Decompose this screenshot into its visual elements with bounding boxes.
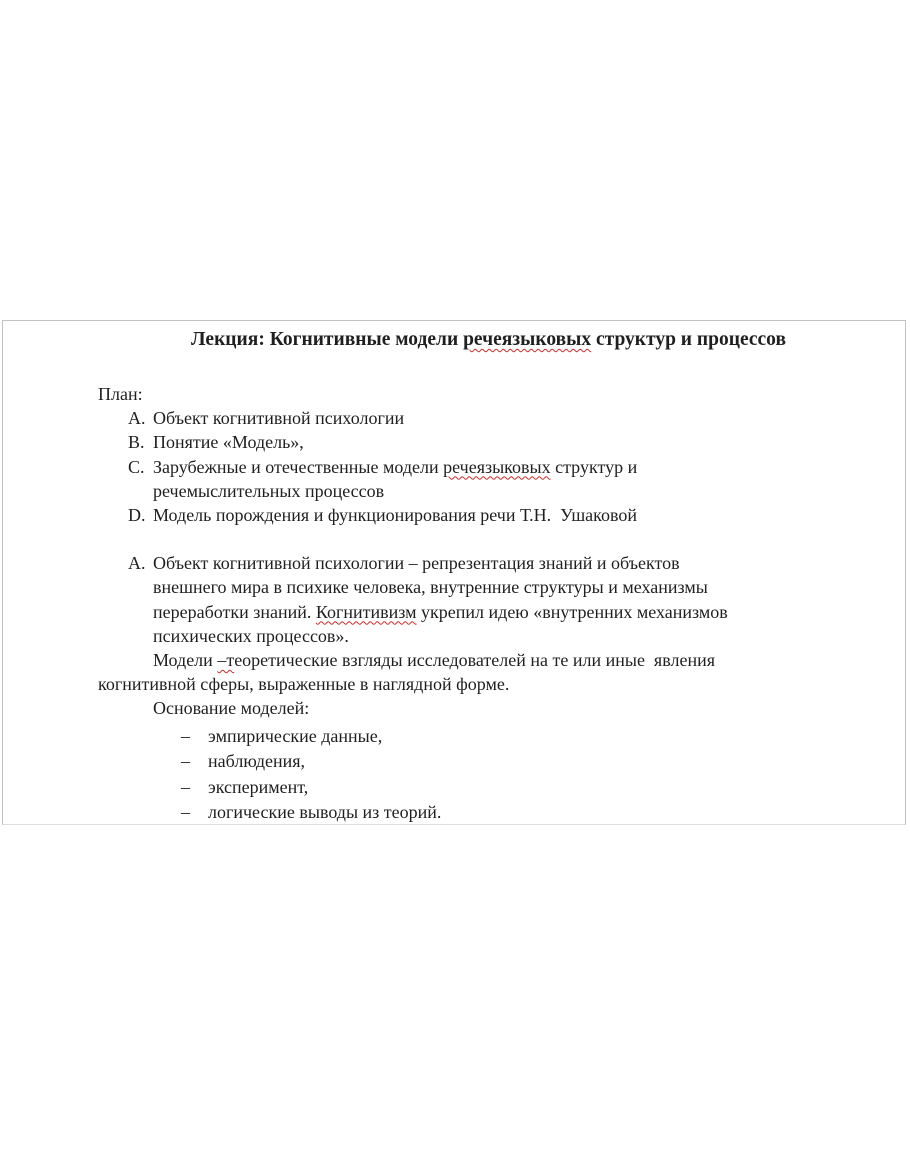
plan-item-d [98,503,839,527]
dash-bullet-marker: – [181,725,190,746]
text-run: Объект когнитивной психологии [153,408,405,429]
paragraph-a-marker: A. [128,553,146,574]
text-run: Модели [153,650,218,671]
plan-label: План: [98,384,143,404]
plan-item-marker: C. [128,456,145,477]
bullet-item [98,775,839,801]
plan-item-a [98,406,839,430]
text-run: еоретические взгляды исследователей на те или иные явления [234,650,715,671]
text-run: Понятие «Модель», [153,432,304,453]
text-run: Объект когнитивной психологии – репрезентация знаний и объектов [153,553,680,574]
models-paragraph [98,648,839,696]
text-run: когнитивной сферы, выраженные в наглядной форме. [98,674,510,695]
bullet-item [98,724,839,750]
dash-bullet-marker: – [181,751,190,772]
paragraph-a-text [153,553,728,646]
text-run: психических процессов». [153,625,349,646]
misspelled-word: –т [217,650,235,671]
plan-item-text [153,457,637,501]
blank-line [98,527,839,551]
plan-item-text [153,505,637,525]
bullet-item-text: наблюдения, [208,751,306,772]
misspelled-word: Когнитивизм [315,601,417,622]
blank-line [98,352,839,382]
plan-item-marker: D. [128,505,146,526]
bullet-item [98,800,839,826]
paragraph-a [98,551,839,648]
misspelled-word: речеязыковых [443,456,551,477]
plan-item-text [153,432,304,452]
plan-item-c [98,455,839,503]
bullet-item [98,749,839,775]
text-run: Модель порождения и функционирования речи Т.Н. Ушаковой [153,505,638,526]
text-run: укрепил идею «внутренних механизмов [416,601,728,622]
document-page [2,320,906,825]
plan-item-marker: A. [128,408,146,429]
basis-bullet-list [98,724,839,826]
basis-label: Основание моделей: [153,698,310,719]
bullet-item-text: эксперимент, [208,776,309,797]
plan-item-b [98,430,839,454]
text-run: переработки знаний. [153,601,316,622]
text-run: структур и процессов [591,329,786,350]
text-run: структур и [550,456,638,477]
bullet-item-text: логические выводы из теорий. [208,802,442,823]
bullet-item-text: эмпирические данные, [208,725,383,746]
text-run: Лекция: Когнитивные модели [191,329,464,350]
lecture-title [98,328,879,352]
dash-bullet-marker: – [181,776,190,797]
plan-item-text [153,408,404,428]
text-run: внешнего мира в психике человека, внутренние структуры и механизмы [153,577,708,598]
plan-item-marker: B. [128,432,145,453]
misspelled-word: речеязыковых [463,329,592,350]
text-run: Зарубежные и отечественные модели [153,456,444,477]
text-run: речемыслительных процессов [153,480,385,501]
dash-bullet-marker: – [181,802,190,823]
plan-list [98,406,839,527]
